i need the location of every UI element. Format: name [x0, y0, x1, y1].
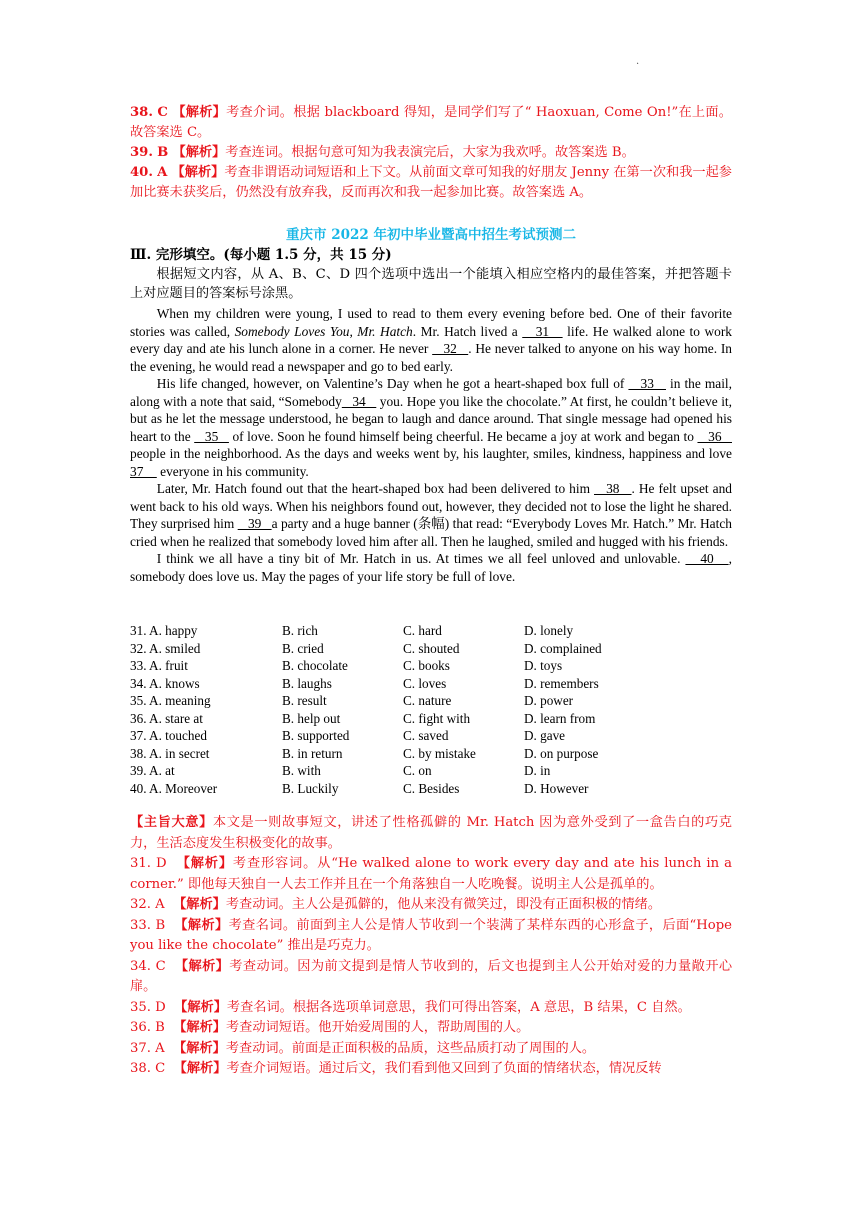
- answer-33: 33. B 【解析】考查名词。前面到主人公是情人节收到一个装满了某样东西的心形盒子，后面“Hope you like the chocolate” 推出是巧克力。: [130, 917, 732, 953]
- answer-36: 36. B 【解析】考查动词短语。他开始爱周围的人，帮助周围的人。: [130, 1020, 530, 1035]
- blank-35: 35: [194, 428, 229, 444]
- answer-35: 35. D 【解析】考查名词。根据各选项单词意思，我们可得出答案，A 意思，B 结果，C 自然。: [130, 999, 691, 1015]
- option-row: 36. A. stare at B. help out C. fight with D. learn from: [130, 710, 596, 726]
- passage-paragraph-2: His life changed, however, on Valentine’s Day when he got a heart-shaped box full of 33 in the mail, along with a note that said, “Somebody 34 you. Hope you like the chocolate.” At first, he couldn’t believe it, but as he let the message understood, he began to laugh and dance around. That single message had opened his heart to the 35 of love. Soon he found himself being cheerful. He became a joy at work and began to 36 people in the neighborhood. As the days and weeks went by, his laughter, smiles, kindness, happiness and love 37 everyone in his community.: [130, 376, 732, 479]
- answer-34: 34. C 【解析】考查动词。因为前文提到是情人节收到的，后文也提到主人公开始对爱的力量敞开心扉。: [130, 958, 733, 994]
- passage-paragraph-1: When my children were young, I used to read to them every evening before bed. One of their favorite stories was called, Somebody Loves You, Mr. Hatch. Mr. Hatch lived a 31 life. He walked alone to work every day and ate his lunch alone in a corner. He never 32 . He never talked to anyone on his way home. In the evening, he would read a newspaper and go to bed early.: [130, 306, 732, 374]
- blank-36: 36: [697, 428, 732, 444]
- answer-37: 37. A 【解析】考查动词。前面是正面积极的品质，这些品质打动了周围的人。: [130, 1040, 596, 1056]
- answer-39: 39. B 【解析】考查连词。根据句意可知为我表演完后，大家为我欢呼。故答案选 B。: [130, 145, 635, 160]
- instruction: 根据短文内容，从 A、B、C、D 四个选项中选出一个能填入相应空格内的最佳答案，并把答题卡上对应题目的答案标号涂黑。: [130, 267, 732, 301]
- blank-40: 40: [685, 551, 729, 566]
- answer-40: 40. A 【解析】考查非谓语动词短语和上下文。从前面文章可知我的好朋友 Jenny 在第一次和我一起参加比赛未获奖后，仍然没有放弃我，反而再次和我一起参加比赛。故答案选 A。: [130, 165, 732, 200]
- answer-31: 31. D 【解析】考查形容词。从“He walked alone to work every day and ate his lunch in a corner.” 即他每天独自一人去工作并且在一个角落独自一人吃晚餐。说明主人公是孤单的。: [130, 856, 733, 892]
- exam-title: 重庆市 2022 年初中毕业暨高中招生考试预测二: [286, 227, 576, 243]
- blank-39: 39: [237, 516, 272, 531]
- header-mark: .: [636, 56, 640, 67]
- option-row: 33. A. fruit B. chocolate C. books D. toys: [130, 658, 563, 673]
- analysis-section: [130, 813, 732, 1080]
- options-list: [130, 622, 732, 797]
- option-row: 35. A. meaning B. result C. nature D. power: [130, 693, 574, 708]
- option-row: 38. A. in secret B. in return C. by mistake D. on purpose: [130, 745, 599, 761]
- option-row: 34. A. knows B. laughs C. loves D. remembers: [130, 675, 599, 691]
- section-heading: Ⅲ. 完形填空。(每小题 1.5 分，共 15 分): [130, 247, 392, 263]
- blank-33: 33: [628, 376, 666, 391]
- passage-paragraph-3: Later, Mr. Hatch found out that the heart-shaped box had been delivered to him 38 . He felt upset and went back to his old ways. When his neighbors found out, however, they decided not to lose the light he shared. They surprised him 39 a party and a huge banner (条幅) that read: “Everybody Loves Mr. Hatch.” Mr. Hatch cried when he realized that somebody loved him after all. Then he laughed, smiled and hugged with his friends.: [130, 481, 732, 549]
- cloze-passage: [130, 305, 732, 585]
- answer-38-analysis: 38. C 【解析】考查介词短语。通过后文，我们看到他又回到了负面的情绪状态，情况反转: [130, 1061, 662, 1076]
- passage-paragraph-4: I think we all have a tiny bit of Mr. Hatch in us. At times we all feel unloved and unlovable. 40 , somebody does love us. May the pages of your life story be full of love.: [130, 551, 732, 584]
- blank-34: 34: [341, 393, 377, 409]
- blank-31: 31: [522, 323, 563, 339]
- option-row: 37. A. touched B. supported C. saved D. gave: [130, 728, 566, 743]
- option-row: 32. A. smiled B. cried C. shouted D. complained: [130, 640, 602, 656]
- option-row: 39. A. at B. with C. on D. in: [130, 763, 551, 778]
- blank-38: 38: [594, 481, 632, 496]
- blank-37: 37: [130, 463, 157, 479]
- blank-32: 32: [432, 341, 469, 356]
- top-answers: [130, 103, 732, 203]
- answer-32: 32. A 【解析】考查动词。主人公是孤僻的，他从来没有微笑过，即没有正面积极的情绪。: [130, 897, 662, 912]
- main-idea: 【主旨大意】本文是一则故事短文，讲述了性格孤僻的 Mr. Hatch 因为意外受到了一盒告白的巧克力，生活态度发生积极变化的故事。: [130, 815, 732, 851]
- option-row: 31. A. happy B. rich C. hard D. lonely: [130, 623, 574, 638]
- answer-38: 38. C 【解析】考查介词。根据 blackboard 得知，是同学们写了“ Haoxuan, Come On!”在上面。故答案选 C。: [130, 105, 732, 140]
- option-row: 40. A. Moreover B. Luckily C. Besides D. However: [130, 780, 589, 796]
